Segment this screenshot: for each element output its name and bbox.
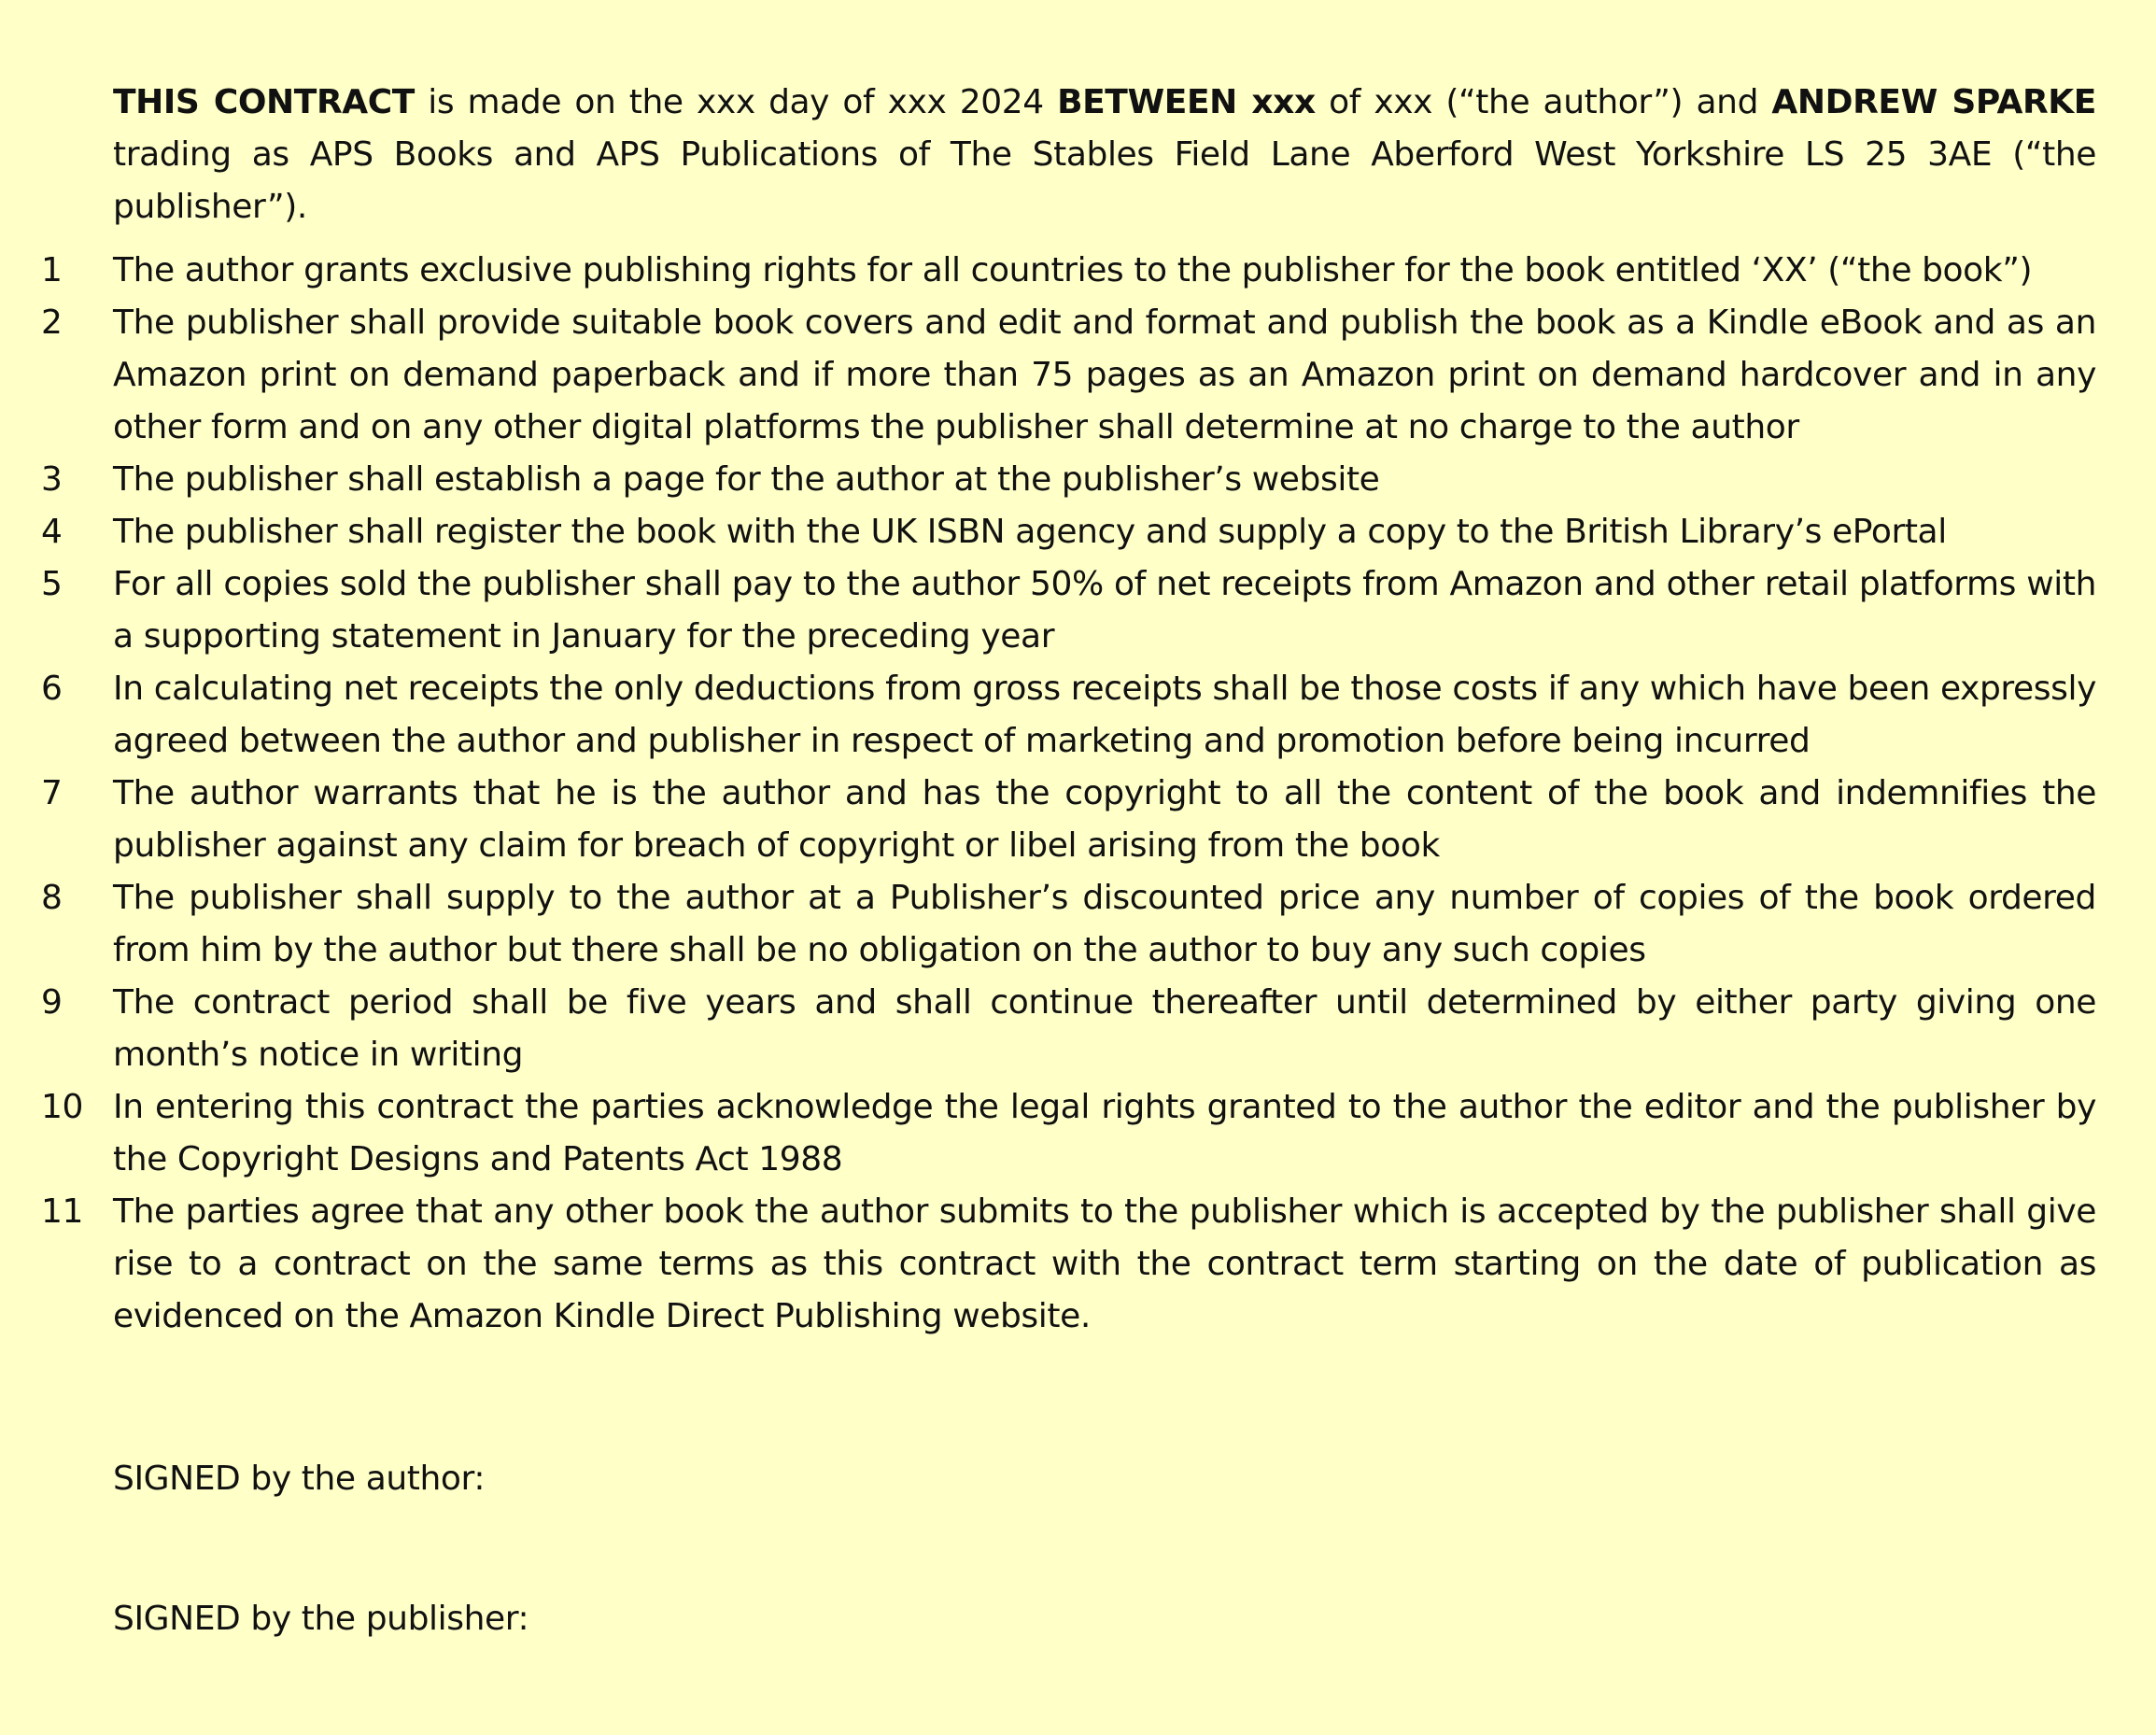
- clause-text: For all copies sold the publisher shall pay to the author 50% of net receipts from Amazon and other retail platforms with a supporting statement in January for the preceding year: [113, 565, 2096, 656]
- clause-number: 2: [41, 303, 63, 342]
- contract-intro: [113, 77, 2096, 233]
- clause-item: [0, 506, 2096, 558]
- clause-number: 6: [41, 670, 63, 708]
- clause-text: The parties agree that any other book the author submits to the publisher which is accepted by the publisher shall give rise to a contract on the same terms as this contract with the contract term starting on the date of publication as evidenced on the Amazon Kindle Direct Publishing website.: [113, 1192, 2096, 1335]
- clause-number: 3: [41, 460, 63, 499]
- intro-text-part3: trading as APS Books and APS Publications of The Stables Field Lane Aberford West Yorkshire LS 25 3AE (“the publisher”).: [113, 135, 2096, 226]
- clause-item: [0, 977, 2096, 1081]
- clause-text: The contract period shall be five years and shall continue thereafter until determined by either party giving one month’s notice in writing: [113, 983, 2096, 1074]
- clause-text: The publisher shall register the book with the UK ISBN agency and supply a copy to the British Library’s ePortal: [113, 513, 1947, 551]
- clause-number: 9: [41, 983, 63, 1022]
- clause-item: [0, 872, 2096, 977]
- clause-text: In calculating net receipts the only deductions from gross receipts shall be those costs if any which have been expressly agreed between the author and publisher in respect of marketing and promotion before being incurred: [113, 670, 2096, 760]
- clause-number: 11: [41, 1192, 84, 1231]
- contract-label: THIS CONTRACT: [113, 83, 415, 121]
- author-signature-line: SIGNED by the author:: [113, 1460, 486, 1498]
- clause-item: [0, 768, 2096, 872]
- clause-text: The author grants exclusive publishing rights for all countries to the publisher for the book entitled ‘XX’ (“the book”): [113, 251, 2033, 289]
- clause-text: The publisher shall establish a page for the author at the publisher’s website: [113, 460, 1380, 499]
- publisher-name: ANDREW SPARKE: [1771, 83, 2096, 121]
- clause-item: [0, 663, 2096, 768]
- clause-text: The publisher shall supply to the author at a Publisher’s discounted price any number of copies of the book ordered from him by the author but there shall be no obligation on the author to buy any such copies: [113, 879, 2096, 969]
- clause-text: The author warrants that he is the author and has the copyright to all the content of the book and indemnifies the publisher against any claim for breach of copyright or libel arising from the book: [113, 774, 2096, 865]
- clause-item: [0, 558, 2096, 663]
- clause-number: 8: [41, 879, 63, 917]
- publisher-signature-line: SIGNED by the publisher:: [113, 1600, 529, 1638]
- clause-list: [0, 245, 2096, 1343]
- intro-text-part2: of xxx (“the author”) and: [1315, 83, 1772, 121]
- clause-item: [0, 454, 2096, 506]
- clause-item: [0, 1081, 2096, 1186]
- signature-block: [113, 1453, 2096, 1645]
- between-party: BETWEEN xxx: [1057, 83, 1316, 121]
- clause-number: 4: [41, 513, 63, 551]
- clause-number: 5: [41, 565, 63, 603]
- clause-text: In entering this contract the parties acknowledge the legal rights granted to the author the editor and the publisher by the Copyright Designs and Patents Act 1988: [113, 1088, 2096, 1178]
- intro-text-part1: is made on the xxx day of xxx 2024: [414, 83, 1058, 121]
- clause-number: 10: [41, 1088, 84, 1126]
- clause-item: [0, 297, 2096, 454]
- clause-item: [0, 245, 2096, 297]
- clause-item: [0, 1186, 2096, 1343]
- clause-number: 7: [41, 774, 63, 812]
- clause-number: 1: [41, 251, 63, 289]
- clause-text: The publisher shall provide suitable book covers and edit and format and publish the book as a Kindle eBook and as an Amazon print on demand paperback and if more than 75 pages as an Amazon print on demand hardcover and in any other form and on any other digital platforms the publisher shall determine at no charge to the author: [113, 303, 2096, 446]
